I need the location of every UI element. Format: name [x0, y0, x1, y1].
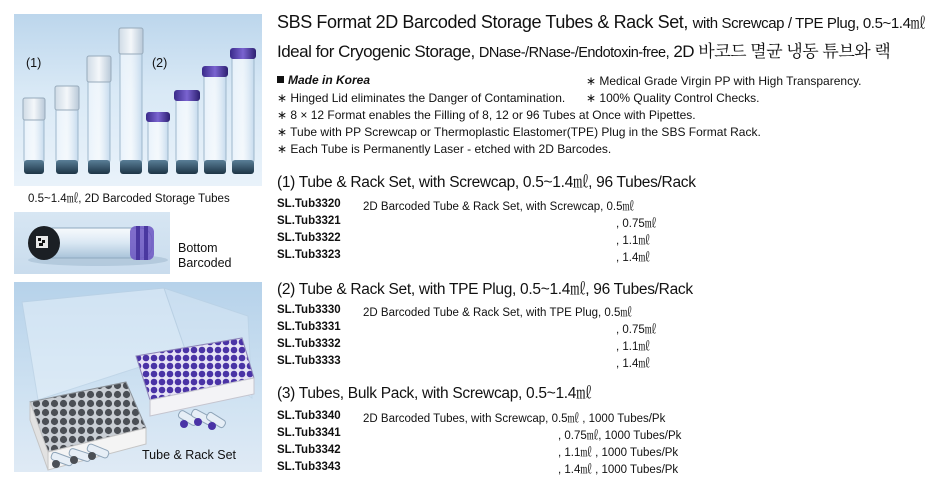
feature-quality: ∗ 100% Quality Control Checks. — [586, 91, 760, 105]
bottom-barcoded-tube-illustration — [14, 212, 170, 274]
section-3-code-3: SL.Tub3342 — [277, 444, 341, 456]
title-sub: with Screwcap / TPE Plug, 0.5~1.4㎖ — [692, 15, 925, 32]
section-1-desc-4: , 1.4㎖ — [616, 252, 650, 264]
made-in-label: Made in Korea — [288, 73, 371, 87]
title-main: SBS Format 2D Barcoded Storage Tubes & Rack Set, — [277, 12, 689, 32]
section-2-desc-1: 2D Barcoded Tube & Rack Set, with TPE Plug, 0.5㎖ — [363, 307, 632, 319]
group-2-label: (2) — [152, 56, 168, 70]
section-1-desc-1: 2D Barcoded Tube & Rack Set, with Screwcap, 0.5㎖ — [363, 201, 635, 213]
square-bullet-icon — [277, 76, 284, 83]
section-3-code-4: SL.Tub3343 — [277, 461, 341, 473]
rack-caption: Tube & Rack Set — [142, 448, 237, 462]
section-3-desc-2: , 0.75㎖, 1000 Tubes/Pk — [558, 430, 682, 442]
section-2-desc-4: , 1.4㎖ — [616, 358, 650, 370]
section-2-code-1: SL.Tub3330 — [277, 304, 341, 316]
feature-tube-type: ∗ Tube with PP Screwcap or Thermoplastic Elastomer(TPE) Plug in the SBS Format Rack. — [277, 125, 761, 139]
section-1-code-4: SL.Tub3323 — [277, 249, 341, 261]
screwcap-tubes — [23, 28, 143, 174]
section-2-desc-3: , 1.1㎖ — [616, 341, 650, 353]
section-1-code-2: SL.Tub3321 — [277, 215, 341, 227]
subtitle-c: 2D 바코드 멸균 냉동 튜브와 랙 — [673, 42, 891, 61]
section-2-code-2: SL.Tub3331 — [277, 321, 341, 333]
section-2-code-4: SL.Tub3333 — [277, 355, 341, 367]
feature-laser: ∗ Each Tube is Permanently Laser - etched with 2D Barcodes. — [277, 142, 612, 156]
section-2-heading: (2) Tube & Rack Set, with TPE Plug, 0.5~1.4㎖, 96 Tubes/Rack — [277, 281, 693, 298]
tube-rack-illustration — [14, 282, 262, 472]
section-3-desc-3: , 1.1㎖ , 1000 Tubes/Pk — [558, 447, 679, 459]
subtitle-b: DNase-/RNase-/Endotoxin-free, — [478, 45, 670, 61]
section-1-desc-2: , 0.75㎖ — [616, 218, 657, 230]
tubes-photo — [14, 14, 262, 186]
bottom-caption-line1: Bottom — [178, 241, 218, 255]
page-subtitle — [277, 37, 890, 62]
section-3-heading: (3) Tubes, Bulk Pack, with Screwcap, 0.5~1.4㎖ — [277, 385, 592, 402]
group-1-label: (1) — [26, 56, 42, 70]
bottom-barcode-photo — [14, 212, 170, 274]
feature-made-in — [277, 73, 370, 87]
feature-hinged: ∗ Hinged Lid eliminates the Danger of Contamination. — [277, 91, 566, 105]
tubes-caption: 0.5~1.4㎖, 2D Barcoded Storage Tubes — [28, 193, 230, 205]
section-1-desc-3: , 1.1㎖ — [616, 235, 650, 247]
section-2-desc-2: , 0.75㎖ — [616, 324, 657, 336]
feature-format: ∗ 8 × 12 Format enables the Filling of 8, 12 or 96 Tubes at Once with Pipettes. — [277, 108, 696, 122]
section-3-desc-1: 2D Barcoded Tubes, with Screwcap, 0.5㎖ , 1000 Tubes/Pk — [363, 413, 666, 425]
section-1-code-1: SL.Tub3320 — [277, 198, 341, 210]
page-title — [277, 12, 925, 33]
rack-photo — [14, 282, 262, 472]
feature-medical: ∗ Medical Grade Virgin PP with High Transparency. — [586, 74, 862, 88]
section-3-code-1: SL.Tub3340 — [277, 410, 341, 422]
section-3-code-2: SL.Tub3341 — [277, 427, 341, 439]
storage-tubes-illustration — [14, 14, 262, 186]
section-1-heading: (1) Tube & Rack Set, with Screwcap, 0.5~1.4㎖, 96 Tubes/Rack — [277, 174, 696, 191]
section-1-code-3: SL.Tub3322 — [277, 232, 341, 244]
bottom-caption-line2: Barcoded — [178, 256, 232, 270]
subtitle-a: Ideal for Cryogenic Storage, — [277, 42, 475, 61]
section-3-desc-4: , 1.4㎖ , 1000 Tubes/Pk — [558, 464, 679, 476]
section-2-code-3: SL.Tub3332 — [277, 338, 341, 350]
